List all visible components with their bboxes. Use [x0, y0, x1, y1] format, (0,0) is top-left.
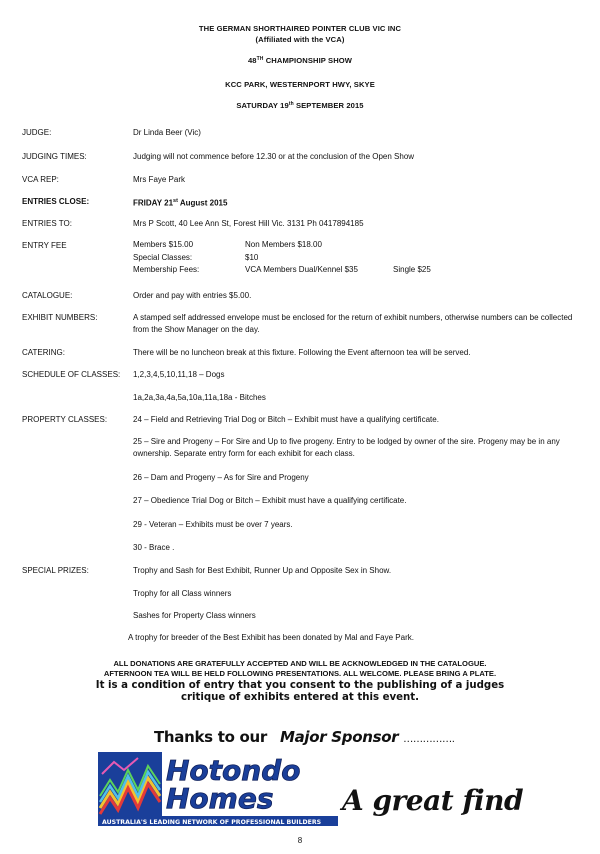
fee-special-value: $10	[245, 253, 259, 262]
prize-item: Sashes for Property Class winners	[133, 611, 256, 620]
fee-special-label: Special Classes:	[133, 253, 193, 262]
exhibit-numbers-label: EXHIBIT NUMBERS:	[22, 313, 98, 322]
condition-line-2: critique of exhibits entered at this event.	[180, 692, 420, 703]
donations-notice: ALL DONATIONS ARE GRATEFULLY ACCEPTED AND WILL BE ACKNOWLEDGED IN THE CATALOGUE.	[113, 659, 487, 668]
brand-line-1: Hotondo	[166, 754, 301, 787]
show-number: 48	[247, 56, 257, 65]
show-name: CHAMPIONSHIP SHOW	[265, 56, 353, 65]
catalogue-value: Order and pay with entries $5.00.	[133, 291, 252, 300]
judge-label: JUDGE:	[22, 128, 52, 137]
fee-membership-single: Single $25	[393, 265, 431, 274]
property-item: 27 – Obedience Trial Dog or Bitch – Exhibit must have a qualifying certificate.	[133, 496, 407, 505]
close-date-b: August 2015	[179, 198, 228, 208]
fee-non-members: Non Members $18.00	[245, 240, 322, 249]
property-item: 26 – Dam and Progeny – As for Sire and Progeny	[133, 473, 309, 482]
fee-membership-label: Membership Fees:	[133, 265, 200, 274]
schedule-bitches: 1a,2a,3a,4a,5a,10a,11a,18a - Bitches	[133, 393, 266, 402]
show-title	[0, 56, 600, 65]
fee-membership-vca: VCA Members Dual/Kennel $35	[245, 265, 358, 274]
judge-value: Dr Linda Beer (Vic)	[133, 128, 201, 137]
special-prizes-label: SPECIAL PRIZES:	[22, 566, 89, 575]
judging-times-label: JUDGING TIMES:	[22, 152, 87, 161]
club-name: THE GERMAN SHORTHAIRED POINTER CLUB VIC INC	[198, 24, 402, 33]
entry-fee-label: ENTRY FEE	[22, 241, 67, 250]
property-item: 24 – Field and Retrieving Trial Dog or Bitch – Exhibit must have a qualifying certificate.	[133, 415, 439, 424]
date-suffix: th	[288, 101, 294, 107]
fee-members: Members $15.00	[133, 240, 194, 249]
close-date-sup: st	[173, 198, 178, 204]
breeder-trophy: A trophy for breeder of the Best Exhibit has been donated by Mal and Faye Park.	[128, 633, 414, 642]
entries-close-value	[133, 196, 573, 209]
show-date	[0, 101, 600, 110]
affiliation: (Affiliated with the VCA)	[255, 35, 345, 44]
catering-value: There will be no luncheon break at this fixture. Following the Event afternoon tea will be served.	[133, 348, 471, 357]
major-sponsor-text: Major Sponsor	[279, 728, 399, 746]
judging-times-value: Judging will not commence before 12.30 or at the conclusion of the Open Show	[133, 152, 415, 161]
show-suffix: TH	[256, 56, 264, 62]
entries-to-label: ENTRIES TO:	[22, 219, 72, 228]
prize-item: Trophy for all Class winners	[133, 589, 232, 598]
sponsor-dots: …………….	[403, 734, 455, 745]
sponsor-tagline: A great find	[342, 784, 524, 817]
brand-line-2: Homes	[166, 782, 274, 815]
catalogue-label: CATALOGUE:	[22, 291, 73, 300]
schedule-dogs: 1,2,3,4,5,10,11,18 – Dogs	[133, 370, 225, 379]
property-item: 30 - Brace .	[133, 543, 175, 552]
exhibit-numbers-value: A stamped self addressed envelope must be enclosed for the return of exhibit numbers, otherwise numbers can be collected from the Show Manager on the day.	[133, 313, 573, 334]
sponsor-thanks	[154, 728, 455, 746]
afternoon-tea-notice: AFTERNOON TEA WILL BE HELD FOLLOWING PRESENTATIONS. ALL WELCOME. PLEASE BRING A PLATE.	[103, 669, 497, 678]
property-item: 25 – Sire and Progeny – For Sire and Up to five progeny. Entry to be lodged by owner of the sire. Progeny may be in any ownership. Separate entry form for each exhibit for each class.	[133, 437, 560, 458]
venue: KCC PARK, WESTERNPORT HWY, SKYE	[225, 80, 375, 89]
page-number: 8	[297, 836, 303, 845]
close-date-a: FRIDAY 21	[133, 198, 174, 208]
condition-line-1: It is a condition of entry that you consent to the publishing of a judges	[95, 680, 505, 691]
entries-to-value: Mrs P Scott, 40 Lee Ann St, Forest Hill Vic. 3131 Ph 0417894185	[133, 219, 364, 228]
vca-rep-value: Mrs Faye Park	[133, 175, 186, 184]
date-rest: SEPTEMBER 2015	[295, 101, 364, 110]
property-label: PROPERTY CLASSES:	[22, 415, 108, 424]
hotondo-homes-logo	[98, 752, 338, 828]
entries-close-label: ENTRIES CLOSE:	[22, 197, 90, 206]
catering-label: CATERING:	[22, 348, 65, 357]
thanks-text: Thanks to our	[154, 728, 268, 746]
prize-item: Trophy and Sash for Best Exhibit, Runner Up and Opposite Sex in Show.	[133, 566, 392, 575]
vca-rep-label: VCA REP:	[22, 175, 59, 184]
brand-sub-text: AUSTRALIA'S LEADING NETWORK OF PROFESSIONAL BUILDERS	[102, 819, 322, 826]
date-prefix: SATURDAY 19	[236, 101, 289, 110]
property-item: 29 - Veteran – Exhibits must be over 7 years.	[133, 520, 293, 529]
schedule-label: SCHEDULE OF CLASSES:	[22, 370, 121, 379]
